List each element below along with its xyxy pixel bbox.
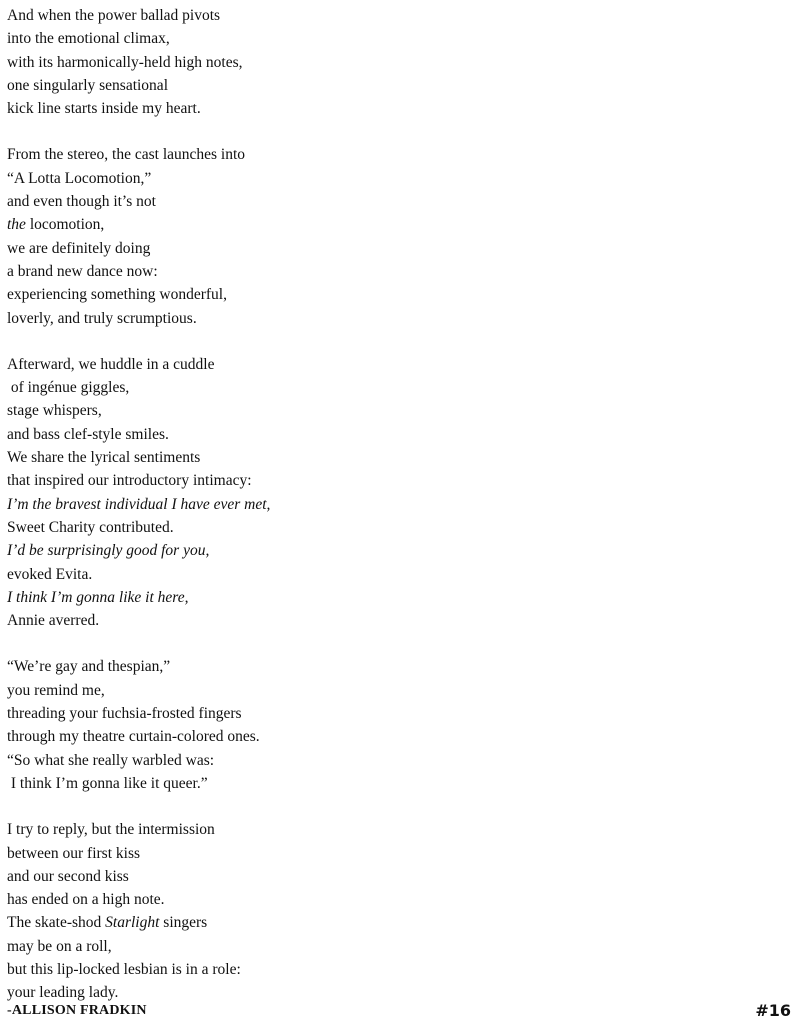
poem-line: your leading lady. — [7, 984, 119, 1002]
line-text: locomotion, — [25, 216, 105, 234]
poem-line: and bass clef-style smiles. — [7, 425, 169, 443]
poem-line: Annie averred. — [7, 612, 100, 630]
poem-line: that inspired our introductory intimacy: — [7, 472, 252, 490]
poem-line: kick line starts inside my heart. — [7, 100, 201, 118]
poem-line: and our second kiss — [7, 867, 129, 885]
poem-line: Afterward, we huddle in a cuddle — [7, 355, 215, 373]
poem-line: a brand new dance now: — [7, 262, 158, 280]
poem-line: you remind me, — [7, 681, 105, 699]
poem-line: but this lip-locked lesbian is in a role: — [7, 960, 241, 978]
poem-line: stage whispers, — [7, 402, 102, 420]
line-text: singers — [159, 914, 208, 932]
poem-body — [7, 4, 607, 1023]
page-number: #16 — [755, 1001, 791, 1020]
stanza-1 — [7, 4, 607, 120]
poem-line: We share the lyrical sentiments — [7, 449, 201, 467]
poem-line: has ended on a high note. — [7, 891, 165, 909]
poem-line: we are definitely doing — [7, 239, 151, 257]
poem-line: “So what she really warbled was: — [7, 751, 215, 769]
poem-line: I try to reply, but the intermission — [7, 821, 215, 839]
poem-line: “A Lotta Locomotion,” — [7, 169, 152, 187]
italic-word: the — [7, 216, 26, 234]
italic-word: Starlight — [105, 914, 160, 932]
poem-line: loverly, and truly scrumptious. — [7, 309, 197, 327]
stanza-5 — [7, 818, 607, 1004]
poem-line: may be on a roll, — [7, 937, 112, 955]
poem-line: of ingénue giggles, — [7, 379, 130, 397]
poem-line: through my theatre curtain-colored ones. — [7, 728, 260, 746]
poem-line: into the emotional climax, — [7, 30, 170, 48]
line-text: The skate-shod — [7, 914, 106, 932]
poem-line-italic: I’d be surprisingly good for you, — [7, 542, 210, 560]
poem-line-italic: I’m the bravest individual I have ever met, — [7, 495, 271, 513]
poem-line: evoked Evita. — [7, 565, 93, 583]
poem-line: and even though it’s not — [7, 193, 156, 211]
poem-line-italic: I think I’m gonna like it here, — [7, 588, 189, 606]
poem-line: one singularly sensational — [7, 76, 168, 94]
poem-line: And when the power ballad pivots — [7, 7, 221, 24]
poem-line — [7, 911, 607, 934]
poem-line: between our first kiss — [7, 844, 141, 862]
stanza-3 — [7, 353, 607, 633]
poem-line: with its harmonically-held high notes, — [7, 53, 243, 71]
poem-line: threading your fuchsia-frosted fingers — [7, 705, 242, 723]
author-byline: -ALLISON FRADKIN — [7, 1003, 147, 1018]
stanza-2 — [7, 143, 607, 329]
stanza-4 — [7, 655, 607, 795]
poem-line: “We’re gay and thespian,” — [7, 658, 171, 676]
poem-line: experiencing something wonderful, — [7, 286, 227, 304]
poem-line: Sweet Charity contributed. — [7, 518, 174, 536]
poem-line: From the stereo, the cast launches into — [7, 146, 246, 164]
poem-line: I think I’m gonna like it queer.” — [7, 774, 208, 792]
poem-line — [7, 213, 607, 236]
